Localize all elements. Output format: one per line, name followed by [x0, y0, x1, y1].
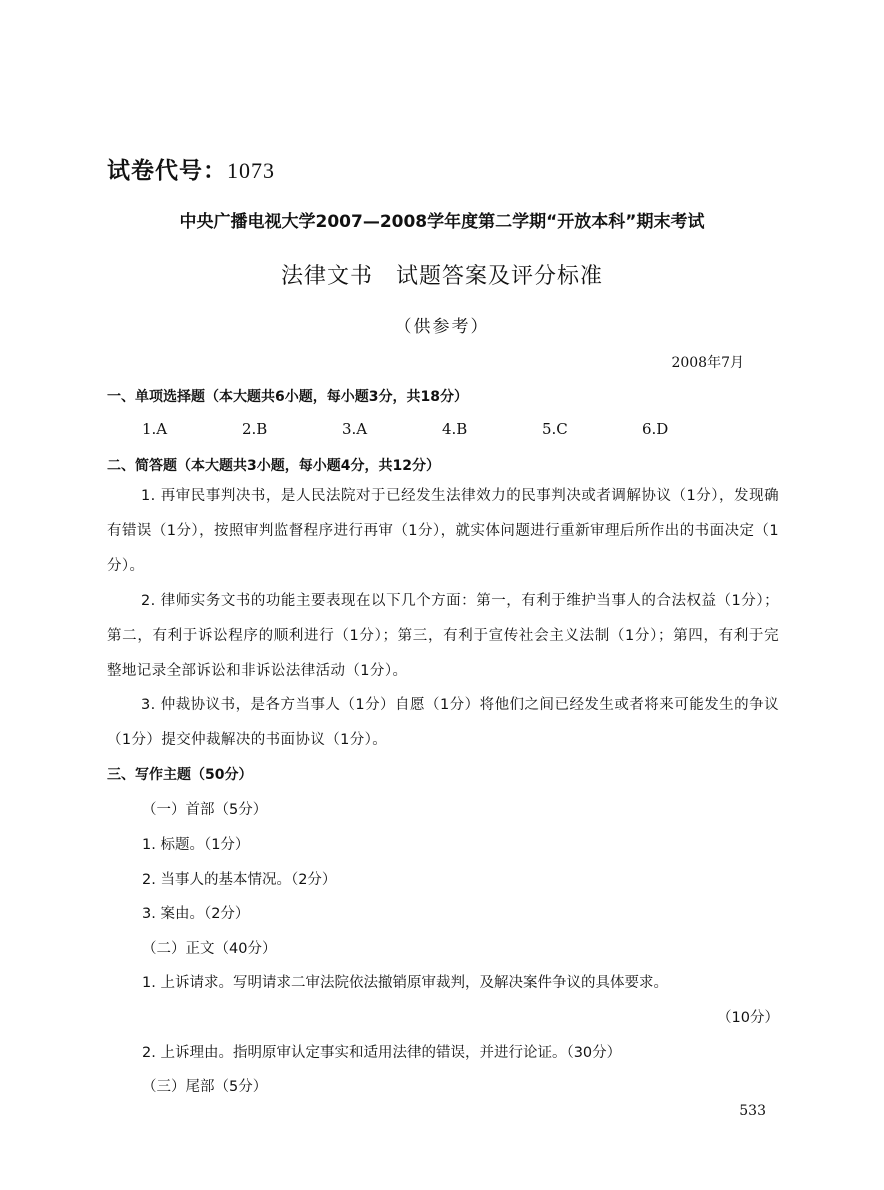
- section3-part2-item2: 2. 上诉理由。指明原审认定事实和适用法律的错误，并进行论证。（30分）: [142, 1045, 622, 1061]
- section3-part1: （一）首部（5分）: [142, 802, 268, 818]
- section3-part3: （三）尾部（5分）: [142, 1079, 268, 1095]
- paper-code: [107, 152, 275, 185]
- section1-answers: [142, 420, 742, 438]
- paper-code-label: 试卷代号：: [107, 158, 227, 184]
- section2-item-3: 3. 仲裁协议书，是各方当事人（1分）自愿（1分）将他们之间已经发生或者将来可能发生的争议（1分）提交仲裁解决的书面协议（1分）。: [107, 697, 779, 748]
- section3-part2-item1-score: （10分）: [717, 1010, 779, 1026]
- answer-item: 1.A: [142, 420, 168, 438]
- paper-code-number: 1073: [227, 158, 275, 183]
- answer-item: 2.B: [242, 420, 268, 438]
- exam-name: 中央广播电视大学2007—2008学年度第二学期“开放本科”期末考试: [179, 212, 705, 232]
- section3-part1-item3: 3. 案由。（2分）: [142, 906, 250, 922]
- section3-heading: 三、写作主题（50分）: [107, 767, 253, 783]
- section2-heading: 二、简答题（本大题共3小题，每小题4分，共12分）: [107, 458, 440, 474]
- section2-item-1: 1. 再审民事判决书，是人民法院对于已经发生法律效力的民事判决或者调解协议（1分），发现确有错误（1分），按照审判监督程序进行再审（1分），就实体问题进行重新审理后所作出的书面决定（1分）。: [107, 488, 779, 574]
- section3-part1-item1: 1. 标题。（1分）: [142, 837, 250, 853]
- answer-item: 4.B: [442, 420, 468, 438]
- section1-heading: 一、单项选择题（本大题共6小题，每小题3分，共18分）: [107, 389, 468, 405]
- section3-part2-item1: 1. 上诉请求。写明请求二审法院依法撤销原审裁判，及解决案件争议的具体要求。: [142, 975, 668, 991]
- document-date: 2008年7月: [671, 355, 744, 371]
- document-title: 法律文书 试题答案及评分标准: [280, 264, 603, 289]
- answer-item: 5.C: [542, 420, 568, 438]
- document-subtitle: （供参考）: [394, 317, 490, 337]
- answer-item: 6.D: [642, 420, 669, 438]
- section2-item-2: 2. 律师实务文书的功能主要表现在以下几个方面：第一，有利于维护当事人的合法权益（1分）；第二，有利于诉讼程序的顺利进行（1分）；第三，有利于宣传社会主义法制（1分）；第四，有利于完整地记录全部诉讼和非诉讼法律活动（1分）。: [107, 593, 779, 679]
- section3-part2: （二）正文（40分）: [142, 941, 277, 957]
- answer-item: 3.A: [342, 420, 368, 438]
- page-number: 533: [739, 1103, 766, 1119]
- section3-part1-item2: 2. 当事人的基本情况。（2分）: [142, 872, 337, 888]
